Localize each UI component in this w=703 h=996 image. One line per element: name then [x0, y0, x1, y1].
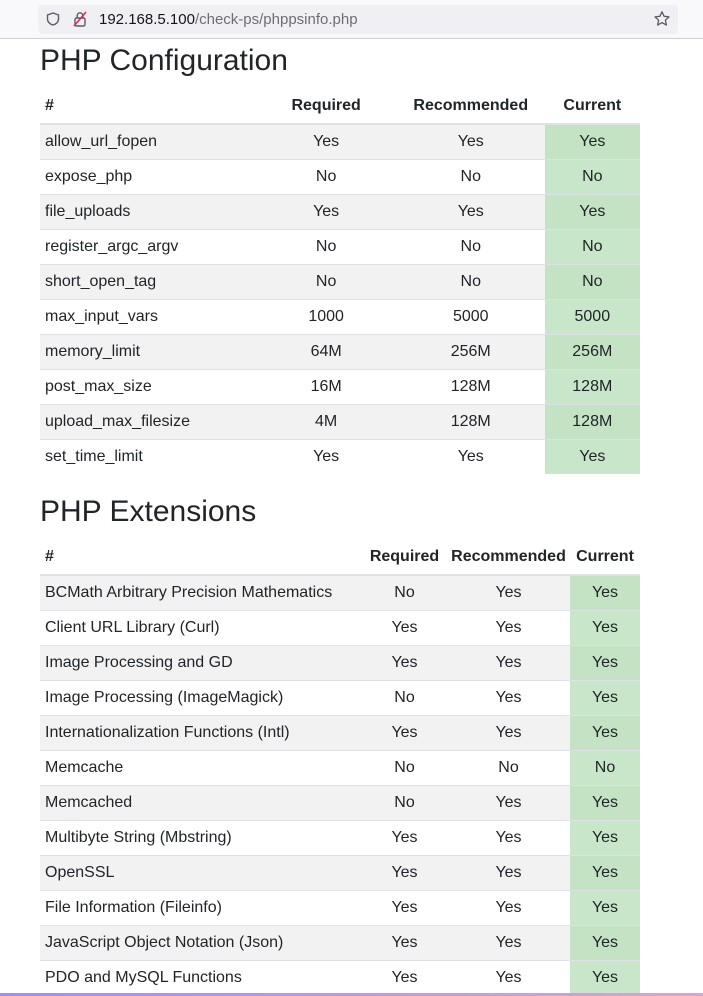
cell-recommended: Yes	[397, 195, 545, 230]
cell-required: No	[255, 265, 397, 300]
cell-required: No	[362, 575, 447, 611]
url-text[interactable]	[99, 11, 358, 28]
cell-current: Yes	[570, 961, 640, 996]
cell-required: Yes	[362, 856, 447, 891]
cell-required: 16M	[255, 370, 397, 405]
cell-name: Memcached	[40, 786, 362, 821]
cell-recommended: Yes	[447, 681, 570, 716]
config-header-required: Required	[255, 89, 397, 124]
table-row	[40, 124, 640, 160]
cell-current: Yes	[570, 856, 640, 891]
config-header-row	[40, 89, 640, 124]
config-table	[40, 89, 640, 474]
cell-name: max_input_vars	[40, 300, 255, 335]
table-row	[40, 335, 640, 370]
cell-required: Yes	[362, 646, 447, 681]
cell-recommended: Yes	[397, 440, 545, 475]
insecure-lock-icon[interactable]	[73, 11, 87, 27]
cell-current: Yes	[570, 575, 640, 611]
table-row	[40, 646, 640, 681]
cell-required: Yes	[362, 926, 447, 961]
cell-recommended: Yes	[447, 926, 570, 961]
table-row	[40, 265, 640, 300]
cell-current: No	[545, 230, 640, 265]
page-content	[40, 39, 640, 995]
shield-icon[interactable]	[46, 12, 60, 26]
cell-recommended: Yes	[447, 961, 570, 996]
browser-toolbar	[0, 0, 703, 39]
cell-required: Yes	[362, 891, 447, 926]
table-row	[40, 370, 640, 405]
cell-required: Yes	[362, 716, 447, 751]
table-row	[40, 716, 640, 751]
cell-name: JavaScript Object Notation (Json)	[40, 926, 362, 961]
cell-required: No	[362, 681, 447, 716]
extensions-table	[40, 540, 640, 995]
table-row	[40, 961, 640, 996]
cell-recommended: 128M	[397, 370, 545, 405]
cell-recommended: Yes	[447, 891, 570, 926]
table-row	[40, 926, 640, 961]
table-row	[40, 440, 640, 475]
table-row	[40, 575, 640, 611]
cell-name: OpenSSL	[40, 856, 362, 891]
table-row	[40, 891, 640, 926]
cell-current: 256M	[545, 335, 640, 370]
cell-name: allow_url_fopen	[40, 124, 255, 160]
cell-required: Yes	[255, 124, 397, 160]
cell-current: Yes	[570, 611, 640, 646]
config-header-name: #	[40, 89, 255, 124]
extensions-header-required: Required	[362, 540, 447, 575]
cell-required: 1000	[255, 300, 397, 335]
table-row	[40, 195, 640, 230]
cell-current: 128M	[545, 370, 640, 405]
cell-required: No	[362, 751, 447, 786]
cell-current: Yes	[545, 440, 640, 475]
cell-name: PDO and MySQL Functions	[40, 961, 362, 996]
cell-recommended: No	[397, 160, 545, 195]
extensions-header-row	[40, 540, 640, 575]
table-row	[40, 856, 640, 891]
cell-recommended: Yes	[447, 646, 570, 681]
cell-name: Multibyte String (Mbstring)	[40, 821, 362, 856]
table-row	[40, 786, 640, 821]
table-row	[40, 160, 640, 195]
cell-required: 64M	[255, 335, 397, 370]
config-section-title: PHP Configuration	[40, 44, 288, 77]
table-row	[40, 821, 640, 856]
cell-recommended: Yes	[447, 856, 570, 891]
config-header-current: Current	[545, 89, 640, 124]
cell-recommended: Yes	[447, 575, 570, 611]
cell-name: set_time_limit	[40, 440, 255, 475]
cell-required: Yes	[255, 195, 397, 230]
cell-required: Yes	[255, 440, 397, 475]
cell-required: 4M	[255, 405, 397, 440]
cell-required: Yes	[362, 961, 447, 996]
cell-current: Yes	[545, 195, 640, 230]
cell-name: Memcache	[40, 751, 362, 786]
cell-name: expose_php	[40, 160, 255, 195]
cell-current: 5000	[545, 300, 640, 335]
cell-recommended: 256M	[397, 335, 545, 370]
cell-recommended: Yes	[447, 821, 570, 856]
cell-recommended: No	[397, 265, 545, 300]
cell-recommended: 128M	[397, 405, 545, 440]
cell-current: Yes	[570, 926, 640, 961]
cell-name: Image Processing (ImageMagick)	[40, 681, 362, 716]
cell-recommended: No	[447, 751, 570, 786]
config-header-recommended: Recommended	[397, 89, 545, 124]
cell-name: File Information (Fileinfo)	[40, 891, 362, 926]
extensions-header-current: Current	[570, 540, 640, 575]
cell-recommended: Yes	[447, 716, 570, 751]
cell-current: Yes	[570, 891, 640, 926]
cell-current: No	[545, 160, 640, 195]
table-row	[40, 230, 640, 265]
cell-current: Yes	[570, 646, 640, 681]
cell-recommended: Yes	[397, 124, 545, 160]
cell-name: upload_max_filesize	[40, 405, 255, 440]
cell-current: 128M	[545, 405, 640, 440]
cell-recommended: 5000	[397, 300, 545, 335]
cell-recommended: No	[397, 230, 545, 265]
cell-current: No	[545, 265, 640, 300]
cell-name: Image Processing and GD	[40, 646, 362, 681]
cell-name: Client URL Library (Curl)	[40, 611, 362, 646]
cell-current: No	[570, 751, 640, 786]
cell-current: Yes	[545, 124, 640, 160]
cell-current: Yes	[570, 786, 640, 821]
cell-name: short_open_tag	[40, 265, 255, 300]
cell-required: Yes	[362, 821, 447, 856]
cell-required: Yes	[362, 611, 447, 646]
table-row	[40, 611, 640, 646]
extensions-header-recommended: Recommended	[447, 540, 570, 575]
cell-recommended: Yes	[447, 786, 570, 821]
cell-name: register_argc_argv	[40, 230, 255, 265]
cell-required: No	[255, 160, 397, 195]
cell-current: Yes	[570, 681, 640, 716]
table-row	[40, 751, 640, 786]
cell-required: No	[255, 230, 397, 265]
table-row	[40, 300, 640, 335]
cell-required: No	[362, 786, 447, 821]
cell-name: post_max_size	[40, 370, 255, 405]
url-host: 192.168.5.100	[99, 11, 195, 28]
extensions-header-name: #	[40, 540, 362, 575]
url-path: /check-ps/phppsinfo.php	[194, 11, 358, 28]
table-row	[40, 405, 640, 440]
cell-name: Internationalization Functions (Intl)	[40, 716, 362, 751]
cell-recommended: Yes	[447, 611, 570, 646]
extensions-section-title: PHP Extensions	[40, 495, 257, 528]
bookmark-star-icon[interactable]	[653, 10, 671, 28]
cell-name: memory_limit	[40, 335, 255, 370]
cell-current: Yes	[570, 821, 640, 856]
cell-name: file_uploads	[40, 195, 255, 230]
address-bar[interactable]	[38, 5, 678, 34]
cell-name: BCMath Arbitrary Precision Mathematics	[40, 575, 362, 611]
table-row	[40, 681, 640, 716]
cell-current: Yes	[570, 716, 640, 751]
